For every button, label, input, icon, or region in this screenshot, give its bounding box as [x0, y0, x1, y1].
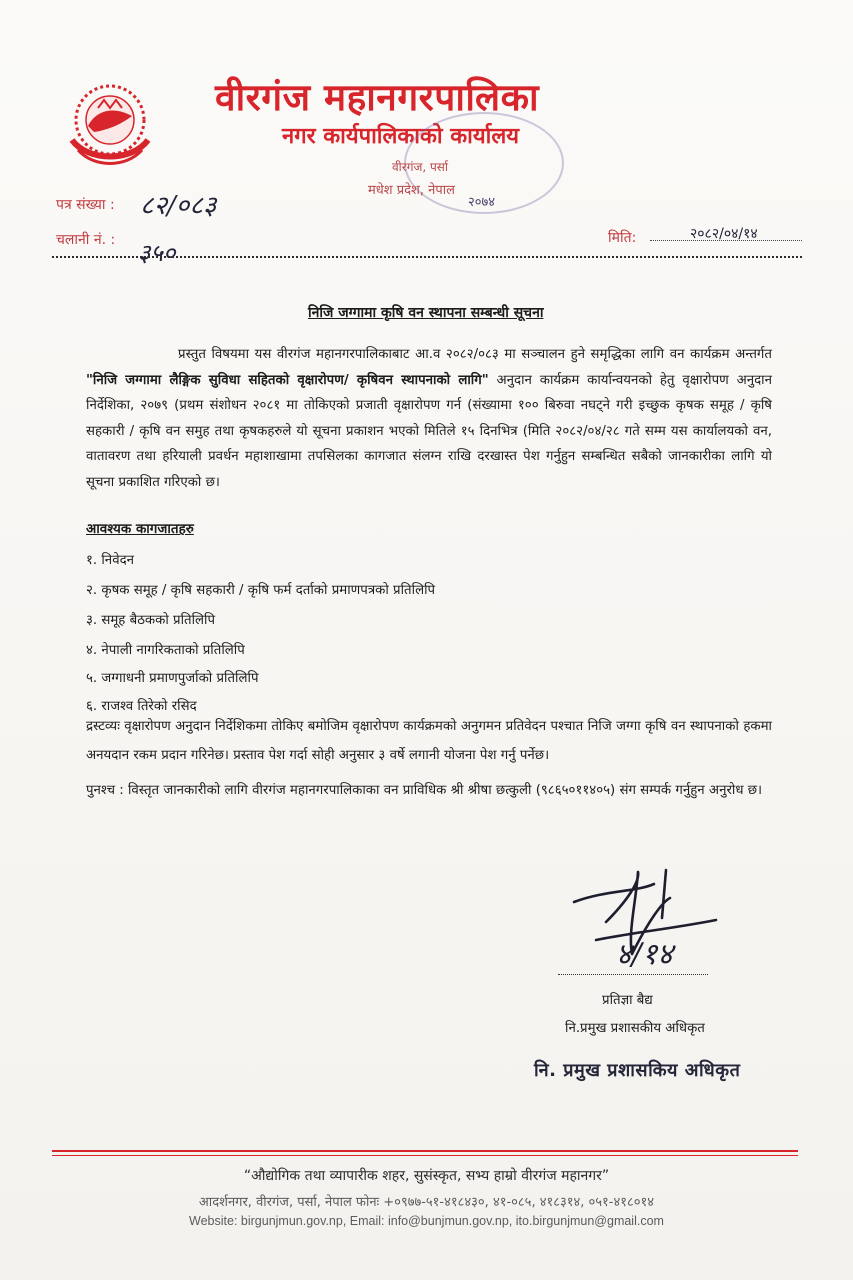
footer-address: आदर्शनगर, वीरगंज, पर्सा, नेपाल फोनः +०९७७-५१-४१८४३०, ४१-०८५, ४१८३१४, ०५१-४१८०१४ — [198, 1195, 655, 1210]
document-item: १. निवेदन — [86, 553, 135, 568]
reference-number-label: पत्र संख्या : — [56, 197, 115, 213]
notice-title: निजि जग्गामा कृषि वन स्थापना सम्बन्धी सूचना — [308, 305, 544, 321]
address-line-2: मधेश प्रदेश, नेपाल — [368, 183, 455, 198]
signature-date: ४/१४ — [616, 937, 673, 972]
footer-website-email: Website: birgunjmun.gov.np, Email: info@bunjmun.gov.np, ito.birgunjmun@gmail.com — [189, 1214, 664, 1228]
document-item: २. कृषक समूह / कृषि सहकारी / कृषि फर्म दर्ताको प्रमाणपत्रको प्रतिलिपि — [86, 583, 436, 598]
municipality-emblem-logo — [58, 70, 162, 174]
office-name: नगर कार्यपालिकाको कार्यालय — [282, 124, 519, 149]
date-label: मिति: — [608, 230, 637, 246]
signatory-name: प्रतिज्ञा बैद्य — [602, 993, 653, 1008]
footer-slogan: “औद्योगिक तथा व्यापारीक शहर, सुसंस्कृत, सभ्य हाम्रो वीरगंज महानगर” — [243, 1168, 610, 1184]
document-item: ५. जग्गाधनी प्रमाणपुर्जाको प्रतिलिपि — [86, 671, 259, 686]
footer-divider — [52, 1150, 798, 1152]
signatory-title: नि.प्रमुख प्रशासकीय अधिकृत — [565, 1021, 705, 1036]
document-item: ३. समूह बैठकको प्रतिलिपि — [86, 613, 216, 628]
dispatch-number-value: ३५० — [138, 239, 176, 267]
reference-number-value: ८२/०८३ — [140, 191, 217, 221]
header-divider — [52, 256, 802, 258]
note-paragraph: द्रस्टव्यः वृक्षारोपण अनुदान निर्देशिकमा तोकिए बमोजिम वृक्षारोपण कार्यक्रमको अनुगमन प्रतिवेदन पश्चात निजि जग्गा कृषि वन स्थापनाको हकमा अनयदान रकम प्रदान गरिनेछ। प्रस्ताव पेश गर्दा सोही अनुसार ३ वर्षे लगानी योजना पेश गर्नु पर्नेछ। — [86, 719, 772, 763]
organization-name: वीरगंज महानगरपालिका — [215, 76, 540, 119]
contact-info-paragraph: पुनश्च : विस्तृत जानकारीको लागि वीरगंज महानगरपालिकाका वन प्राविधिक श्री श्रीषा छत्कुली (९८६५०११४०५) संग सम्पर्क गर्नुहुन अनुरोध छ। — [86, 783, 763, 798]
seal-year: २०७४ — [468, 195, 496, 210]
dispatch-number-label: चलानी नं. : — [56, 232, 116, 248]
address-line-1: वीरगंज, पर्सा — [392, 160, 449, 174]
designation-stamp: नि. प्रमुख प्रशासकिय अधिकृत — [534, 1060, 741, 1081]
paragraph-text-2: अनुदान कार्यक्रम कार्यान्वयनको हेतु वृक्षारोपण अनुदान निर्देशिका, २०७९ (प्रथम संशोधन २०८१ मा तोकिएको प्रजाती वृक्षारोपण गर्न (संख्यामा १०० बिरुवा नघट्ने गरी इच्छुक कृषक समूह / कृषि सहकारी / कृषि वन समुह तथा कृषकहरुले यो सूचना प्रकाशन भएको मितिले १५ दिनभित्र (मिति २०८२/०४/२८ गते सम्म यस कार्यालयको वन, वातावरण तथा हरियाली प्रवर्धन महाशाखामा तपसिलका कागजात संलग्न राखि दरखास्त पेश गर्नुहुन सम्बन्धित सबैको जानकारीका लागि यो सूचना प्रकाशित गरिएको छ। — [86, 372, 772, 490]
paragraph-text-1: प्रस्तुत विषयमा यस वीरगंज महानगरपालिकाबाट आ.व २०८२/०८३ मा सञ्चालन हुने समृद्धिका लागि वन कार्यक्रम अन्तर्गत — [178, 347, 772, 362]
document-item: ६. राजश्व तिरेको रसिद — [86, 699, 197, 714]
required-documents-heading: आवश्यक कागजातहरु — [86, 521, 194, 537]
document-item: ४. नेपाली नागरिकताको प्रतिलिपि — [86, 643, 245, 658]
signature-dotted-line — [558, 974, 708, 975]
footer-divider-thin — [52, 1155, 798, 1156]
handwritten-signature — [566, 862, 736, 972]
date-value: २०८२/०४/१४ — [690, 226, 758, 242]
program-name-bold: "निजि जग्गामा लैङ्गिक सुविधा सहितको वृक्षारोपण/ कृषिवन स्थापनाको लागि" — [86, 372, 489, 388]
notice-paragraph — [86, 342, 772, 496]
